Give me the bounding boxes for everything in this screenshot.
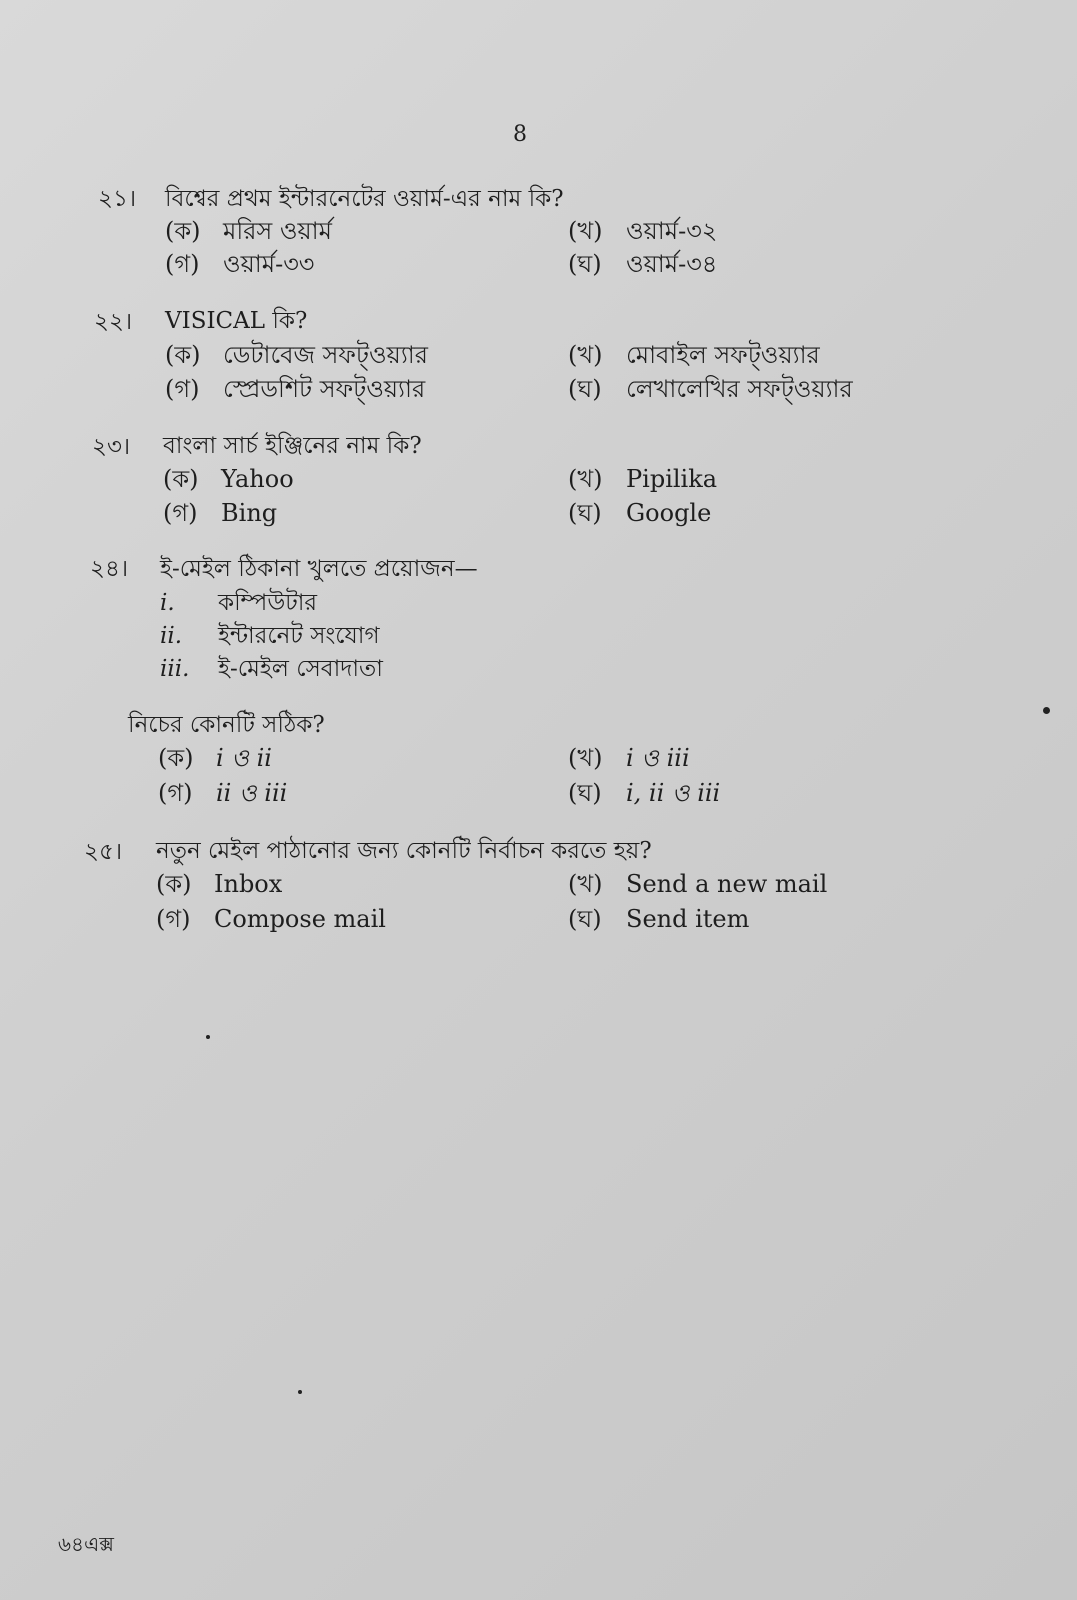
question-text: নতুন মেইল পাঠানোর জন্য কোনটি নির্বাচন করতে হয়? xyxy=(156,838,652,864)
question-number: ২৫। xyxy=(84,839,123,865)
option-value: মরিস ওয়ার্ম xyxy=(223,217,332,245)
ink-speck xyxy=(298,1390,302,1394)
option-gha xyxy=(568,495,711,535)
option-gha xyxy=(568,901,749,941)
option-label: (ক) xyxy=(163,465,199,493)
option-value: Compose mail xyxy=(214,905,386,933)
question-text: VISICAL কি? xyxy=(165,308,308,334)
option-value: লেখালেখির সফট্ওয়্যার xyxy=(626,375,853,403)
statement-roman: ii. xyxy=(160,623,183,649)
footer-code: ৬৪এক্স xyxy=(58,1532,114,1556)
option-label: (গ) xyxy=(163,499,198,527)
option-value: Yahoo xyxy=(221,465,294,493)
option-label: (ক) xyxy=(158,744,194,772)
page-number: 8 xyxy=(513,122,527,147)
statement-value: ইন্টারনেট সংযোগ xyxy=(218,623,380,649)
option-value: ওয়ার্ম-৩২ xyxy=(626,217,718,245)
statement-roman: iii. xyxy=(160,656,190,682)
option-label: (ঘ) xyxy=(568,375,602,403)
question-number: ২৩। xyxy=(92,434,131,460)
option-ga xyxy=(163,495,277,535)
statement-roman: i. xyxy=(160,590,175,616)
option-value: ওয়ার্ম-৩৪ xyxy=(626,250,718,278)
option-value: Inbox xyxy=(214,870,283,898)
option-ga xyxy=(156,901,386,941)
option-kha xyxy=(568,740,690,780)
option-gha xyxy=(568,371,853,411)
option-value: মোবাইল সফট্ওয়্যার xyxy=(626,341,820,369)
option-value: Send item xyxy=(626,905,750,933)
option-value: Pipilika xyxy=(626,465,718,493)
question-text: বাংলা সার্চ ইঞ্জিনের নাম কি? xyxy=(163,433,422,459)
statement-value: কম্পিউটার xyxy=(218,590,318,616)
question-text: ই-মেইল ঠিকানা খুলতে প্রয়োজন— xyxy=(160,556,478,582)
option-label: (গ) xyxy=(156,905,191,933)
question-number: ২৪। xyxy=(90,556,129,582)
option-label: (খ) xyxy=(568,217,603,245)
statement-iii xyxy=(160,650,383,689)
statement-value: ই-মেইল সেবাদাতা xyxy=(218,656,383,682)
question-prompt: নিচের কোনটি সঠিক? xyxy=(128,712,325,738)
option-gha xyxy=(568,246,717,286)
option-label: (খ) xyxy=(568,870,603,898)
option-label: (গ) xyxy=(165,375,200,403)
option-value: i, ii ও iii xyxy=(626,779,721,807)
option-value: ii ও iii xyxy=(216,779,288,807)
option-label: (ঘ) xyxy=(568,250,602,278)
option-ka xyxy=(158,740,272,780)
question-number: ২১। xyxy=(98,186,137,212)
ink-speck xyxy=(1043,707,1050,714)
option-kha xyxy=(568,866,827,906)
option-value: Bing xyxy=(221,499,278,527)
option-label: (গ) xyxy=(158,779,193,807)
option-ga xyxy=(165,246,314,286)
option-label: (খ) xyxy=(568,465,603,493)
option-value: ওয়ার্ম-৩৩ xyxy=(223,250,315,278)
option-value: i ও iii xyxy=(626,744,690,772)
ink-speck xyxy=(206,1035,210,1039)
option-ga xyxy=(158,775,287,815)
option-label: (খ) xyxy=(568,341,603,369)
option-label: (ক) xyxy=(165,341,201,369)
option-label: (গ) xyxy=(165,250,200,278)
option-ka xyxy=(156,866,282,906)
option-value: স্প্রেডশিট সফট্ওয়্যার xyxy=(223,375,426,403)
option-label: (ঘ) xyxy=(568,905,602,933)
option-value: Google xyxy=(626,499,712,527)
option-label: (ক) xyxy=(165,217,201,245)
option-gha xyxy=(568,775,720,815)
option-label: (খ) xyxy=(568,744,603,772)
option-value: i ও ii xyxy=(216,744,272,772)
option-label: (ঘ) xyxy=(568,779,602,807)
option-label: (ঘ) xyxy=(568,499,602,527)
question-text: বিশ্বের প্রথম ইন্টারনেটের ওয়ার্ম-এর নাম কি? xyxy=(165,186,564,212)
option-ga xyxy=(165,371,425,411)
option-value: ডেটাবেজ সফট্ওয়্যার xyxy=(223,341,428,369)
question-number: ২২। xyxy=(94,309,133,335)
option-label: (ক) xyxy=(156,870,192,898)
option-value: Send a new mail xyxy=(626,870,828,898)
